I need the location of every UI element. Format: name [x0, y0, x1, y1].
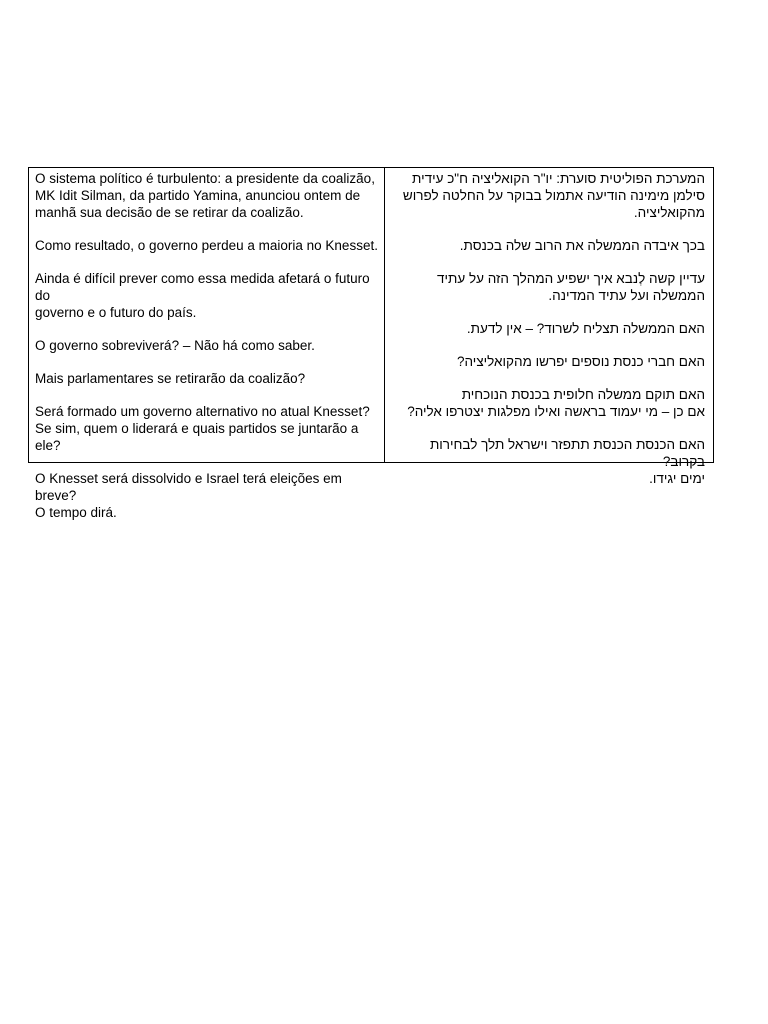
- hebrew-paragraph: האם תוקם ממשלה חלופית בכנסת הנוכחית אם כן – מי יעמוד בראשה ואילו מפלגות יצטרפו אליה?: [407, 387, 705, 419]
- portuguese-paragraph: O sistema político é turbulento: a presidente da coalizão, MK Idit Silman, da partido Yamina, anunciou ontem de manhã sua decisão de se retirar da coalizão.: [35, 171, 375, 220]
- portuguese-paragraph: Mais parlamentares se retirarão da coalizão?: [35, 371, 306, 386]
- hebrew-paragraph: האם הממשלה תצליח לשרוד? – אין לדעת.: [466, 321, 705, 336]
- hebrew-column: [385, 168, 713, 486]
- hebrew-paragraph: עדיין קשה לְנבא איך ישפיע המהלך הזה על עתיד הממשלה ועל עתיד המדינה.: [437, 271, 705, 303]
- portuguese-paragraph: O governo sobreviverá? – Não há como saber.: [35, 338, 315, 353]
- portuguese-paragraph: Como resultado, o governo perdeu a maioria no Knesset.: [35, 238, 378, 253]
- hebrew-paragraph: בכך איבדה הממשלה את הרוב שלה בכנסת.: [459, 238, 705, 253]
- bilingual-text-table: [28, 167, 714, 520]
- hebrew-paragraph: האם הכנסת הכנסת תתפזר וישראל תלך לבחירות בקרוב? ימים יגידו.: [429, 437, 705, 486]
- portuguese-column: [29, 168, 385, 520]
- hebrew-paragraph: האם חברי כנסת נוספים יפרשו מהקואליציה?: [457, 354, 705, 369]
- portuguese-paragraph: Será formado um governo alternativo no atual Knesset? Se sim, quem o liderará e quais partidos se juntarão a ele?: [35, 404, 370, 453]
- portuguese-paragraph: Ainda é difícil prever como essa medida afetará o futuro do governo e o futuro do país.: [35, 271, 370, 320]
- hebrew-paragraph: המערכת הפוליטית סוערת: יו"ר הקואליציה ח"כ עידית סילמן מימינה הודיעה אתמול בבוקר על החלטה לפרוש מהקואליציה.: [402, 171, 705, 220]
- portuguese-paragraph: O Knesset será dissolvido e Israel terá eleições em breve? O tempo dirá.: [35, 471, 342, 520]
